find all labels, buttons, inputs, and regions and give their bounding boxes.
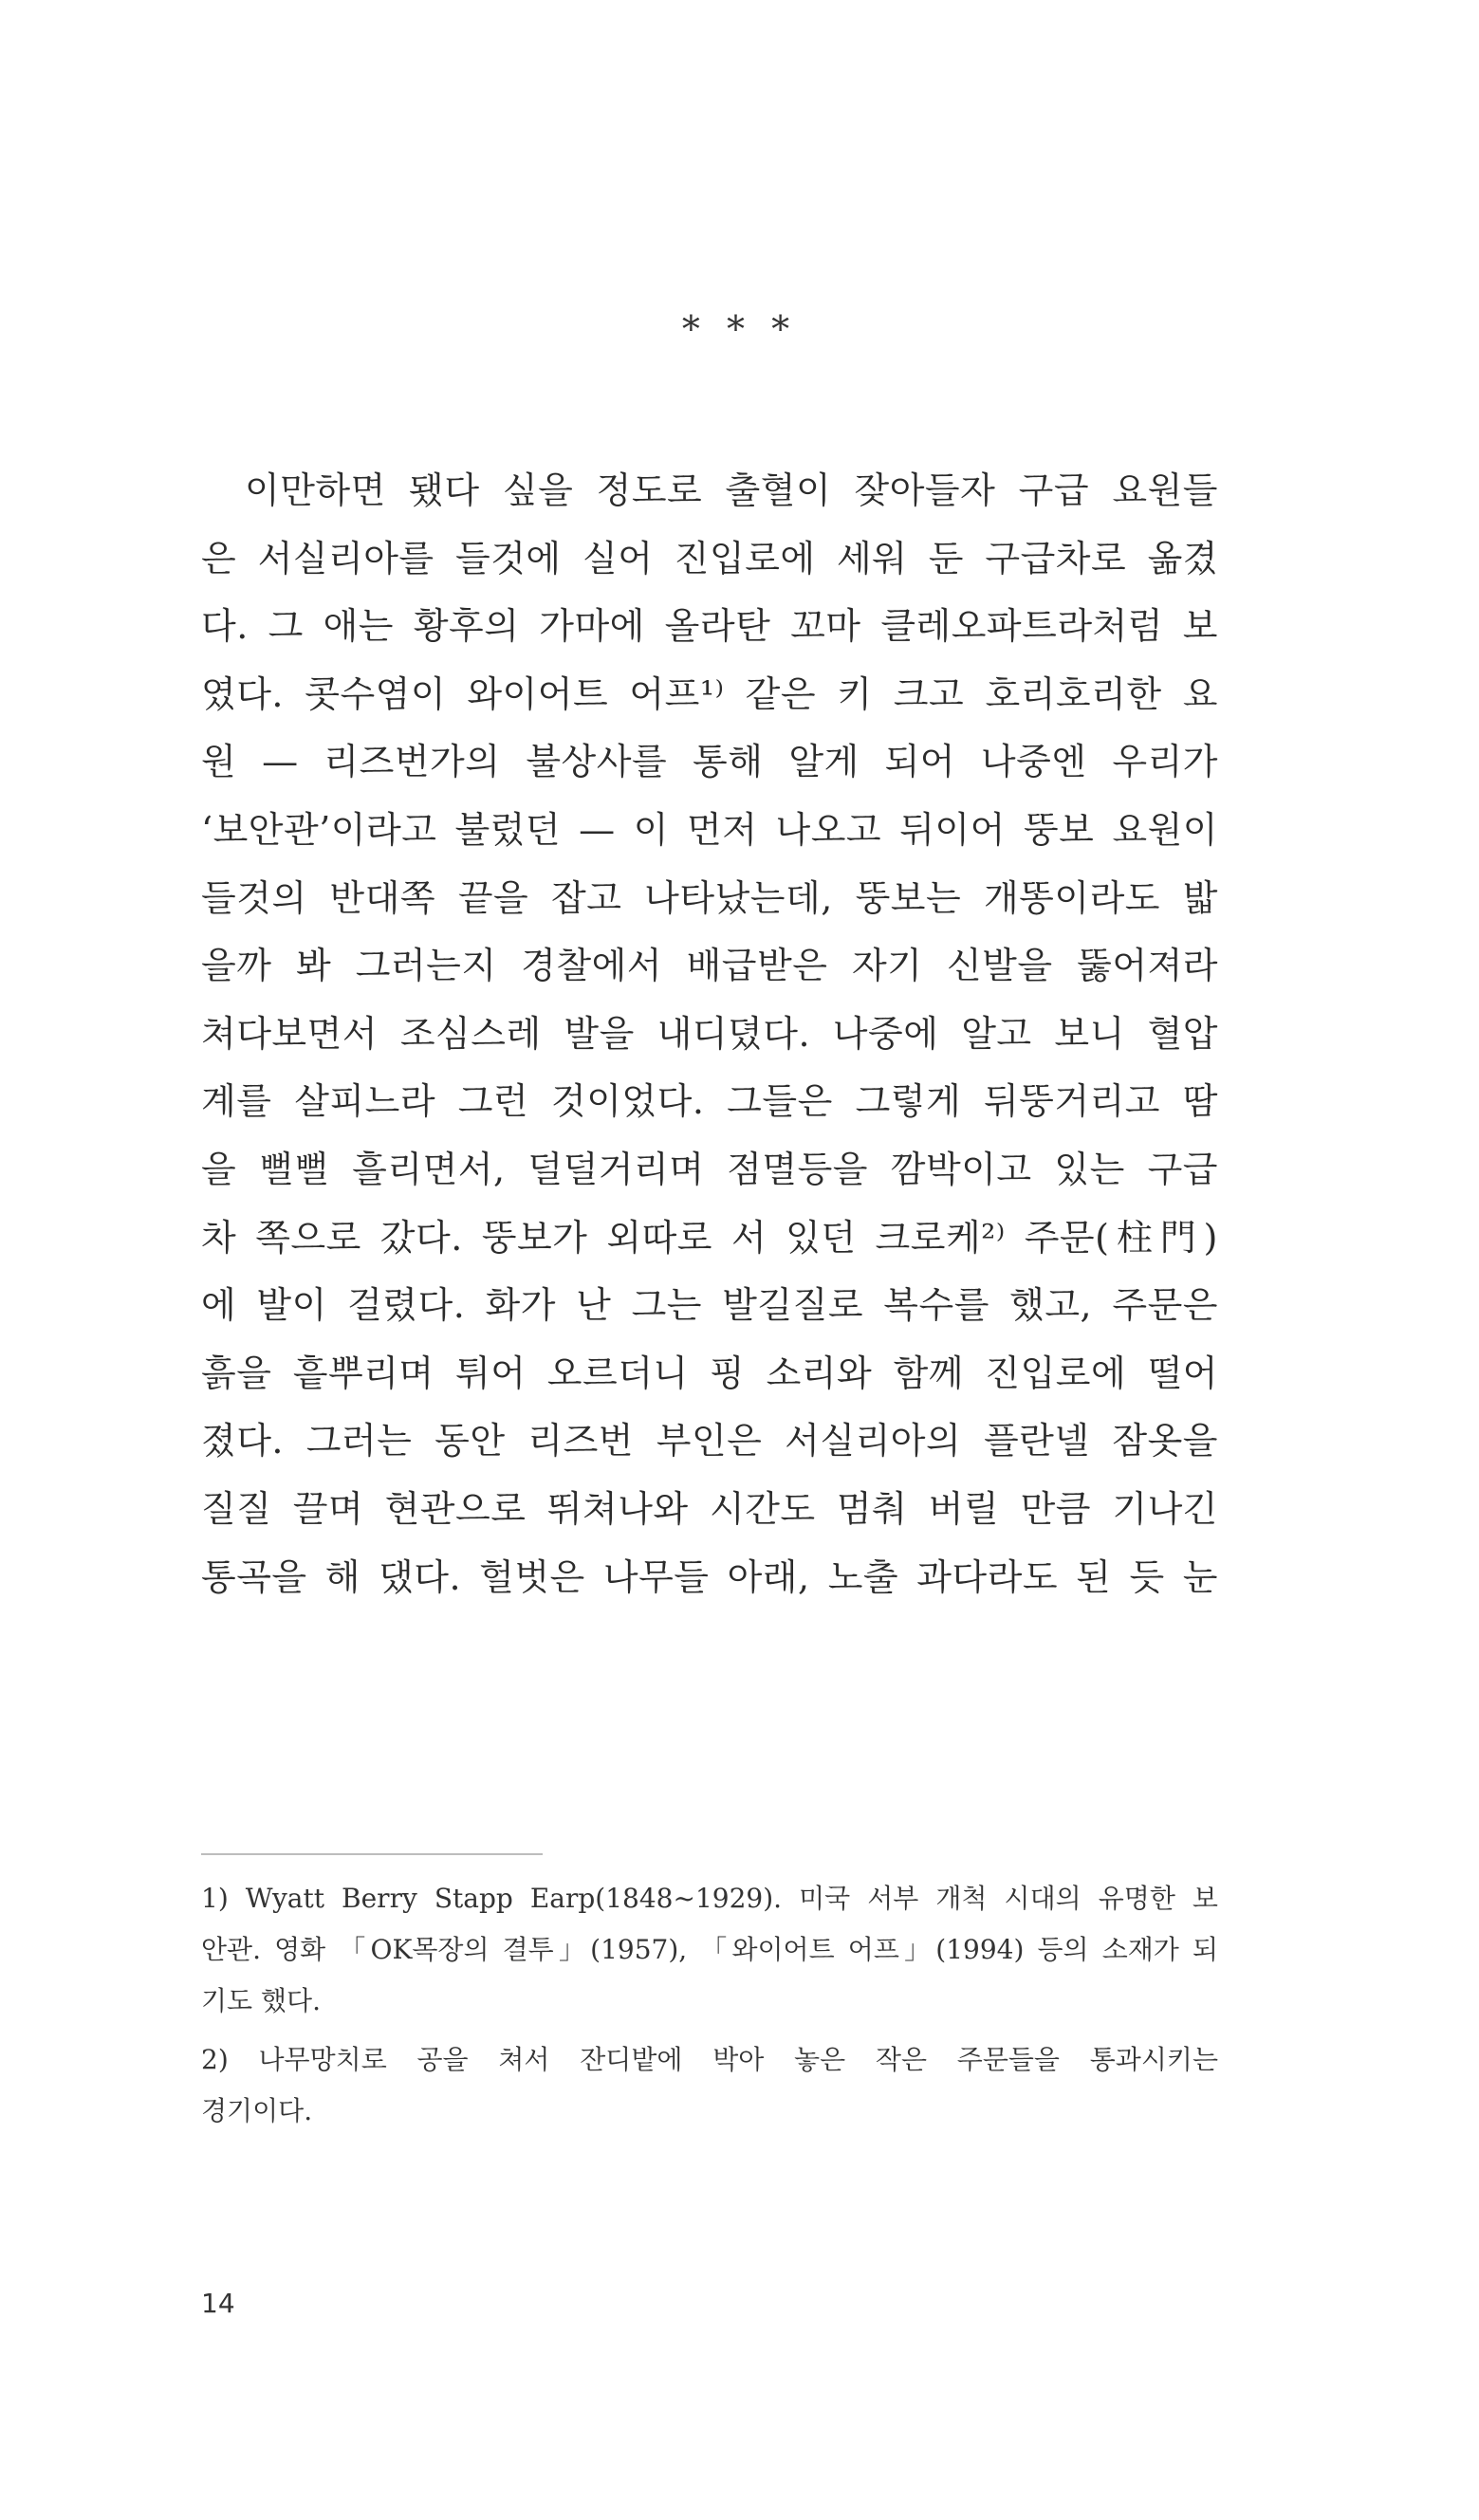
body-line: 흙을 흩뿌리며 튀어 오르더니 핑 소리와 함께 진입로에 떨어	[201, 1352, 1218, 1394]
footnote-line: 1) Wyatt Berry Stapp Earp(1848~1929). 미국 서부 개척 시대의 유명한 보	[201, 1883, 1218, 1914]
body-line: 통곡을 해 댔다. 헐벗은 나무들 아래, 노출 과다라도 된 듯 눈	[201, 1555, 1218, 1598]
body-line: 을 뻘뻘 흘리면서, 덜덜거리며 점멸등을 깜박이고 있는 구급	[201, 1148, 1218, 1190]
page-number: 14	[201, 2288, 235, 2319]
body-line: 차 쪽으로 갔다. 뚱보가 외따로 서 있던 크로케²⁾ 주문(柱門)	[201, 1216, 1218, 1259]
footnotes	[201, 1873, 1218, 2137]
footnote-line: 기도 했다.	[201, 1985, 321, 2016]
body-line: 계를 살피느라 그런 것이었다. 그들은 그렇게 뒤뚱거리고 땀	[201, 1080, 1218, 1123]
body-line: 쳐다보면서 조심스레 발을 내디뎠다. 나중에 알고 보니 혈압	[201, 1012, 1218, 1055]
body-line: 졌다. 그러는 동안 리즈번 부인은 서실리아의 플란넬 잠옷을	[201, 1420, 1218, 1462]
body-line: ‘보안관’이라고 불렀던 — 이 먼저 나오고 뒤이어 뚱보 요원이	[201, 808, 1218, 851]
footnote-line: 경기이다.	[201, 2095, 313, 2126]
footnote-divider	[201, 1853, 543, 1855]
body-line: 을까 봐 그러는지 경찰에서 배급받은 자기 신발을 뚫어져라	[201, 945, 1218, 987]
section-break-ornament: * * *	[681, 308, 798, 350]
body-line: 은 서실리아를 들것에 실어 진입로에 세워 둔 구급차로 옮겼	[201, 537, 1218, 579]
footnote-line: 2) 나무망치로 공을 쳐서 잔디밭에 박아 놓은 작은 주문들을 통과시키는	[201, 2044, 1218, 2075]
body-line: 들것의 반대쪽 끝을 잡고 나타났는데, 뚱보는 개똥이라도 밟	[201, 876, 1218, 919]
footnote-1	[201, 1873, 1218, 2027]
footnote-spacer	[201, 2027, 1218, 2034]
body-text	[201, 457, 1218, 1611]
body-line: 원 — 리즈번가의 불상사를 통해 알게 되어 나중엔 우리가	[201, 741, 1218, 783]
body-line: 였다. 콧수염이 와이어트 어프¹⁾ 같은 키 크고 호리호리한 요	[201, 672, 1218, 715]
footnote-2	[201, 2034, 1218, 2137]
footnote-line: 안관. 영화 「OK목장의 결투」(1957), 「와이어트 어프」(1994) 등의 소재가 되	[201, 1934, 1218, 1965]
body-line: 에 발이 걸렸다. 화가 난 그는 발길질로 복수를 했고, 주문은	[201, 1284, 1218, 1327]
body-line: 이만하면 됐다 싶을 정도로 출혈이 잦아들자 구급 요원들	[245, 469, 1218, 511]
body-line: 질질 끌며 현관으로 뛰쳐나와 시간도 멈춰 버릴 만큼 기나긴	[201, 1487, 1218, 1530]
body-line: 다. 그 애는 황후의 가마에 올라탄 꼬마 클레오파트라처럼 보	[201, 605, 1218, 648]
